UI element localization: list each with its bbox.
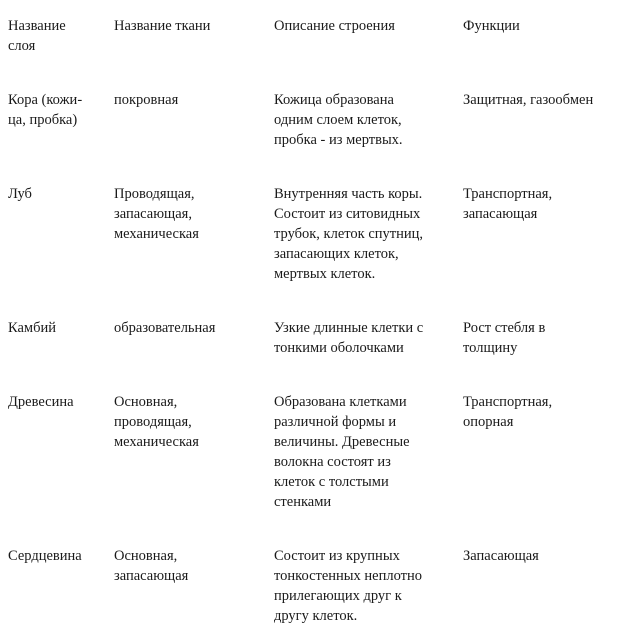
row-wood-layer: Древесина (8, 394, 74, 410)
row-bark-layer: Кора (кожи- ца, пробка) (8, 92, 83, 128)
row-pith-tissue: Основная, запасающая (114, 548, 189, 584)
row-phloem-functions: Транспортная, запасающая (463, 186, 553, 222)
row-pith-layer: Сердцевина (8, 548, 82, 564)
row-cambium-functions: Рост стебля в толщину (463, 320, 546, 356)
header-tissue-name: Название ткани (114, 18, 211, 34)
row-wood-functions: Транспортная, опорная (463, 394, 553, 430)
row-wood-tissue: Основная, проводящая, механическая (114, 394, 199, 450)
header-layer-name: Название слоя (8, 18, 66, 54)
row-phloem-description: Внутренняя часть коры. Состоит из ситовидных трубок, клеток спутниц, запасающих клеток, мертвых клеток. (274, 186, 424, 282)
row-phloem-tissue: Проводящая, запасающая, механическая (114, 186, 199, 242)
row-bark-functions: Защитная, газообмен (463, 92, 594, 108)
row-pith-functions: Запасающая (463, 548, 539, 564)
row-wood-description: Образована клетками различной формы и величины. Древесные волокна состоят из клеток с толстыми стенками (274, 394, 410, 510)
row-cambium-tissue: образовательная (114, 320, 216, 336)
row-pith-description: Состоит из крупных тонкостенных неплотно прилегающих друг к другу клеток. (274, 548, 423, 624)
row-bark-tissue: покровная (114, 92, 179, 108)
row-cambium-description: Узкие длинные клетки с тонкими оболочками (274, 320, 424, 356)
header-structure-description: Описание строения (274, 18, 395, 34)
row-phloem-layer: Луб (8, 186, 32, 202)
header-functions: Функции (463, 18, 520, 34)
row-bark-description: Кожица образована одним слоем клеток, пробка - из мертвых. (274, 92, 403, 148)
row-cambium-layer: Камбий (8, 320, 56, 336)
